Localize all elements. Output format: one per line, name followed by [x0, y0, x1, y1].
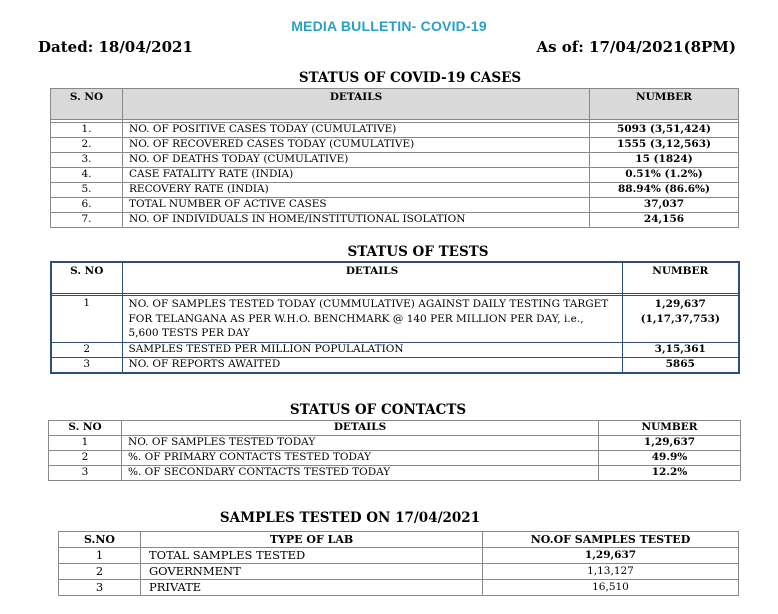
tests-today-value: 1,29,637: [654, 298, 706, 310]
tests-cumulative-value: (1,17,37,753): [640, 312, 720, 325]
row-detail: CASE FATALITY RATE (INDIA): [123, 168, 590, 183]
as-of-label: As of: 17/04/2021(8PM): [536, 38, 736, 56]
row-sno: 3: [49, 466, 122, 481]
table-row: [59, 548, 739, 564]
row-sno: 3: [59, 580, 141, 596]
row-number: 88.94% (86.6%): [590, 183, 739, 198]
row-number: [622, 296, 739, 343]
row-sno: 2: [49, 451, 122, 466]
header-samples: NO.OF SAMPLES TESTED: [483, 532, 739, 548]
table-row: [59, 564, 739, 580]
header-number: NUMBER: [599, 421, 741, 436]
row-detail: NO. OF SAMPLES TESTED TODAY (CUMMULATIVE) AGAINST DAILY TESTING TARGET FOR TELANGANA AS PER W.H.O. BENCHMARK @ 140 PER MILLION PER DAY, i.e., 5,600 TESTS PER DAY: [122, 296, 622, 343]
row-detail: NO. OF DEATHS TODAY (CUMULATIVE): [123, 153, 590, 168]
row-detail: NO. OF SAMPLES TESTED TODAY: [122, 436, 599, 451]
table-row: [51, 342, 739, 357]
row-number: 5865: [622, 357, 739, 373]
row-detail: NO. OF REPORTS AWAITED: [122, 357, 622, 373]
tests-section-title: STATUS OF TESTS: [347, 244, 489, 260]
row-number: 49.9%: [599, 451, 741, 466]
cases-section-title: STATUS OF COVID-19 CASES: [298, 70, 522, 86]
table-row: [51, 198, 739, 213]
header-number: NUMBER: [590, 89, 739, 120]
header-details: DETAILS: [122, 421, 599, 436]
row-number: 3,15,361: [622, 342, 739, 357]
contacts-section-title: STATUS OF CONTACTS: [289, 402, 467, 418]
table-header-row: [59, 532, 739, 548]
contacts-table: [48, 420, 741, 481]
row-sno: 6.: [51, 198, 123, 213]
table-header-row: [51, 262, 739, 294]
row-detail: NO. OF INDIVIDUALS IN HOME/INSTITUTIONAL ISOLATION: [123, 213, 590, 228]
table-row: [49, 436, 741, 451]
row-number: 1,29,637: [599, 436, 741, 451]
row-detail: SAMPLES TESTED PER MILLION POPULALATION: [122, 342, 622, 357]
row-sno: 3.: [51, 153, 123, 168]
row-sno: 4.: [51, 168, 123, 183]
header-type: TYPE OF LAB: [141, 532, 483, 548]
row-sno: 5.: [51, 183, 123, 198]
header-sno: S. NO: [51, 262, 122, 294]
row-number: 12.2%: [599, 466, 741, 481]
row-sno: 2: [59, 564, 141, 580]
header-sno: S. NO: [51, 89, 123, 120]
row-sno: 3: [51, 357, 122, 373]
row-detail: NO. OF POSITIVE CASES TODAY (CUMULATIVE): [123, 123, 590, 138]
header-number: NUMBER: [622, 262, 739, 294]
table-header-row: [51, 89, 739, 120]
header-details: DETAILS: [122, 262, 622, 294]
table-row: [51, 138, 739, 153]
row-lab-type: TOTAL SAMPLES TESTED: [141, 548, 483, 564]
samples-table: [58, 531, 739, 596]
row-number: 0.51% (1.2%): [590, 168, 739, 183]
row-sno: 1.: [51, 123, 123, 138]
header-sno: S. NO: [49, 421, 122, 436]
row-number: 15 (1824): [590, 153, 739, 168]
row-sno: 2.: [51, 138, 123, 153]
row-detail: RECOVERY RATE (INDIA): [123, 183, 590, 198]
samples-section-title: SAMPLES TESTED ON 17/04/2021: [219, 510, 481, 526]
dated-label: Dated: 18/04/2021: [38, 38, 193, 56]
row-number: 5093 (3,51,424): [590, 123, 739, 138]
table-row: [49, 466, 741, 481]
row-number: 37,037: [590, 198, 739, 213]
row-number: 1,29,637: [483, 548, 739, 564]
row-sno: 2: [51, 342, 122, 357]
table-row: [51, 123, 739, 138]
row-lab-type: PRIVATE: [141, 580, 483, 596]
row-number: 1555 (3,12,563): [590, 138, 739, 153]
table-row: [51, 357, 739, 373]
table-row: [51, 213, 739, 228]
cases-table: [50, 88, 739, 228]
table-row: [49, 451, 741, 466]
row-lab-type: GOVERNMENT: [141, 564, 483, 580]
table-row: [51, 183, 739, 198]
table-row: [51, 153, 739, 168]
row-detail: %. OF PRIMARY CONTACTS TESTED TODAY: [122, 451, 599, 466]
tests-table: [50, 261, 740, 374]
table-row: [51, 296, 739, 343]
row-sno: 1: [49, 436, 122, 451]
bulletin-title: MEDIA BULLETIN- COVID-19: [291, 18, 487, 34]
table-row: [59, 580, 739, 596]
table-row: [51, 168, 739, 183]
row-number: 16,510: [483, 580, 739, 596]
row-sno: 7.: [51, 213, 123, 228]
row-sno: 1: [59, 548, 141, 564]
header-details: DETAILS: [123, 89, 590, 120]
row-detail: %. OF SECONDARY CONTACTS TESTED TODAY: [122, 466, 599, 481]
row-sno: 1: [51, 296, 122, 343]
row-number: 24,156: [590, 213, 739, 228]
table-header-row: [49, 421, 741, 436]
header-sno: S.NO: [59, 532, 141, 548]
row-detail: NO. OF RECOVERED CASES TODAY (CUMULATIVE): [123, 138, 590, 153]
row-detail: TOTAL NUMBER OF ACTIVE CASES: [123, 198, 590, 213]
row-number: 1,13,127: [483, 564, 739, 580]
